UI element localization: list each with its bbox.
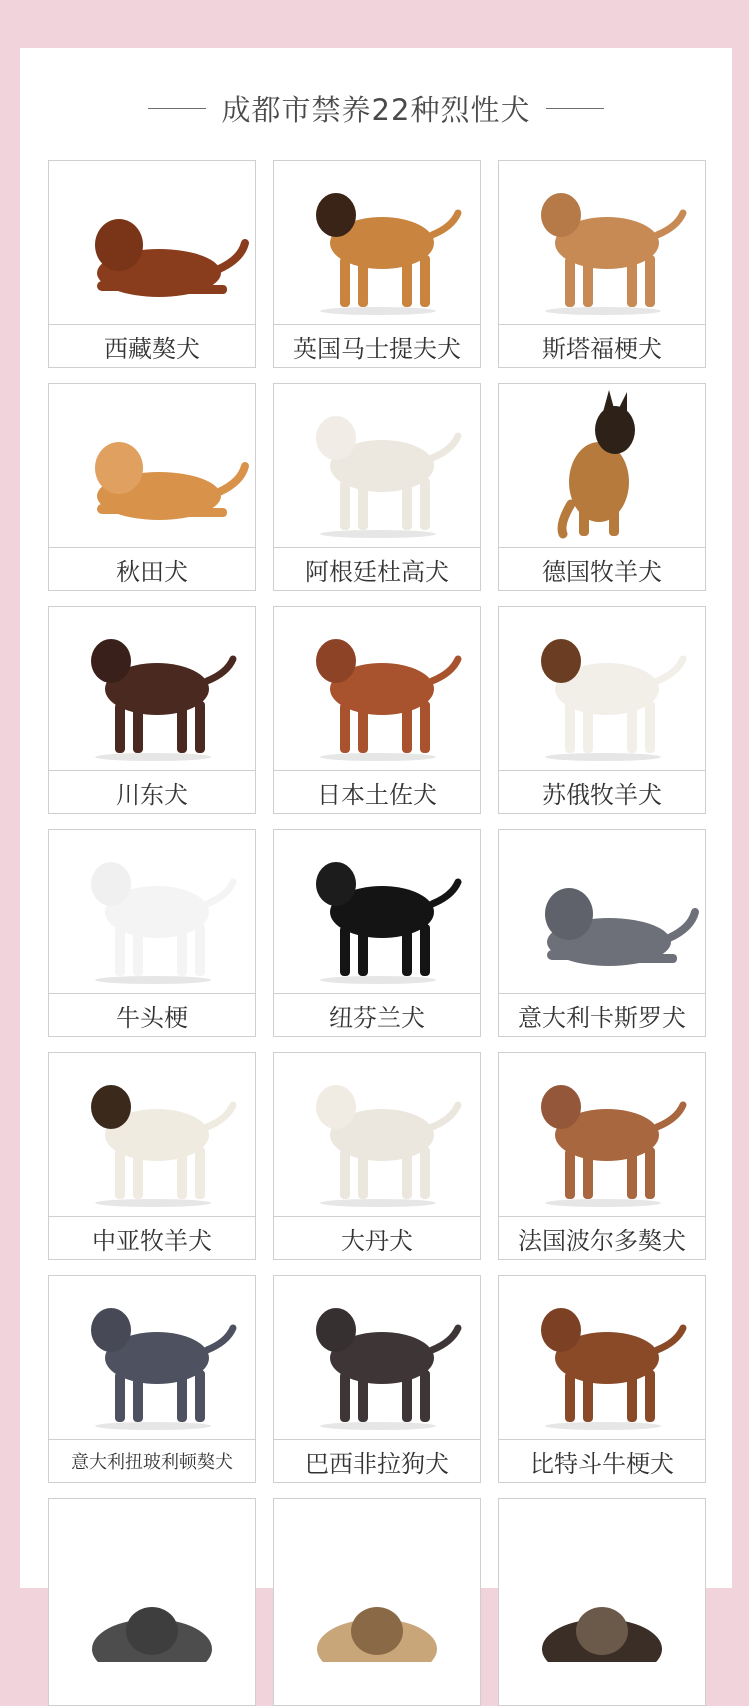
dog-card (498, 606, 706, 814)
dog-breed-label: 巴西非拉狗犬 (274, 1439, 480, 1482)
dog-breed-label: 斯塔福梗犬 (499, 324, 705, 367)
dog-card (48, 160, 256, 368)
dog-photo (499, 607, 705, 770)
dog-photo (274, 1276, 480, 1439)
dog-breed-label: 川东犬 (49, 770, 255, 813)
dog-photo (49, 1499, 255, 1662)
dog-photo (49, 161, 255, 324)
dog-card (273, 1498, 481, 1706)
dog-illustration (274, 1276, 480, 1439)
dog-card (48, 606, 256, 814)
dog-photo (274, 1053, 480, 1216)
dog-card (498, 1275, 706, 1483)
dog-photo (499, 1276, 705, 1439)
dog-illustration (49, 1499, 255, 1662)
page-title: 成都市禁养22种烈性犬 (221, 92, 531, 127)
dog-breed-label: 阿根廷杜高犬 (274, 547, 480, 590)
dog-photo (499, 1499, 705, 1662)
dog-breed-label: 大丹犬 (274, 1216, 480, 1259)
dog-breed-label: 意大利扭玻利顿獒犬 (49, 1439, 255, 1482)
dog-photo (49, 1053, 255, 1216)
dog-illustration (274, 830, 480, 993)
dog-illustration (499, 1276, 705, 1439)
dog-photo (274, 1499, 480, 1662)
dog-card (273, 606, 481, 814)
dog-card (498, 829, 706, 1037)
dog-card (273, 1052, 481, 1260)
dog-illustration (49, 1276, 255, 1439)
title-rule-left (148, 108, 206, 109)
dog-photo (499, 384, 705, 547)
dog-breed-label: 日本土佐犬 (274, 770, 480, 813)
dog-photo (49, 384, 255, 547)
dog-photo (274, 830, 480, 993)
dog-photo (274, 384, 480, 547)
title-rule-right (546, 108, 604, 109)
dog-photo (499, 1053, 705, 1216)
dog-illustration (499, 607, 705, 770)
dog-breed-label: 意大利卡斯罗犬 (499, 993, 705, 1036)
dog-breed-label: 纽芬兰犬 (274, 993, 480, 1036)
content-card (20, 48, 732, 1588)
dog-card (498, 1498, 706, 1706)
dog-illustration (49, 161, 255, 324)
dog-photo (49, 830, 255, 993)
dog-illustration (49, 607, 255, 770)
dog-photo (49, 1276, 255, 1439)
dog-card (273, 1275, 481, 1483)
dog-breed-label: 中亚牧羊犬 (49, 1216, 255, 1259)
dog-illustration (499, 1053, 705, 1216)
dog-photo (274, 161, 480, 324)
dog-card (498, 383, 706, 591)
title-row (20, 86, 732, 130)
dog-card (273, 160, 481, 368)
dog-card (48, 1052, 256, 1260)
dog-illustration (274, 1499, 480, 1662)
dog-card (273, 829, 481, 1037)
dog-photo (49, 607, 255, 770)
dog-illustration (49, 830, 255, 993)
dog-illustration (274, 161, 480, 324)
dog-card (48, 1498, 256, 1706)
dog-illustration (499, 1499, 705, 1662)
dog-illustration (274, 384, 480, 547)
dog-breed-label: 西藏獒犬 (49, 324, 255, 367)
dog-breed-label: 法国波尔多獒犬 (499, 1216, 705, 1259)
dog-photo (274, 607, 480, 770)
dog-breed-label: 秋田犬 (49, 547, 255, 590)
dog-card (273, 383, 481, 591)
dog-card (498, 1052, 706, 1260)
dog-card (498, 160, 706, 368)
dog-photo (499, 161, 705, 324)
dog-illustration (274, 1053, 480, 1216)
dog-illustration (499, 161, 705, 324)
dog-card (48, 383, 256, 591)
dog-illustration (49, 384, 255, 547)
dog-illustration (274, 607, 480, 770)
dog-breed-label: 苏俄牧羊犬 (499, 770, 705, 813)
dog-illustration (499, 384, 705, 547)
dog-breed-label: 英国马士提夫犬 (274, 324, 480, 367)
dog-breed-label: 比特斗牛梗犬 (499, 1439, 705, 1482)
dog-illustration (49, 1053, 255, 1216)
dog-illustration (499, 830, 705, 993)
dog-card (48, 1275, 256, 1483)
dog-breed-label: 牛头梗 (49, 993, 255, 1036)
dog-card (48, 829, 256, 1037)
dog-breed-label: 德国牧羊犬 (499, 547, 705, 590)
dog-photo (499, 830, 705, 993)
